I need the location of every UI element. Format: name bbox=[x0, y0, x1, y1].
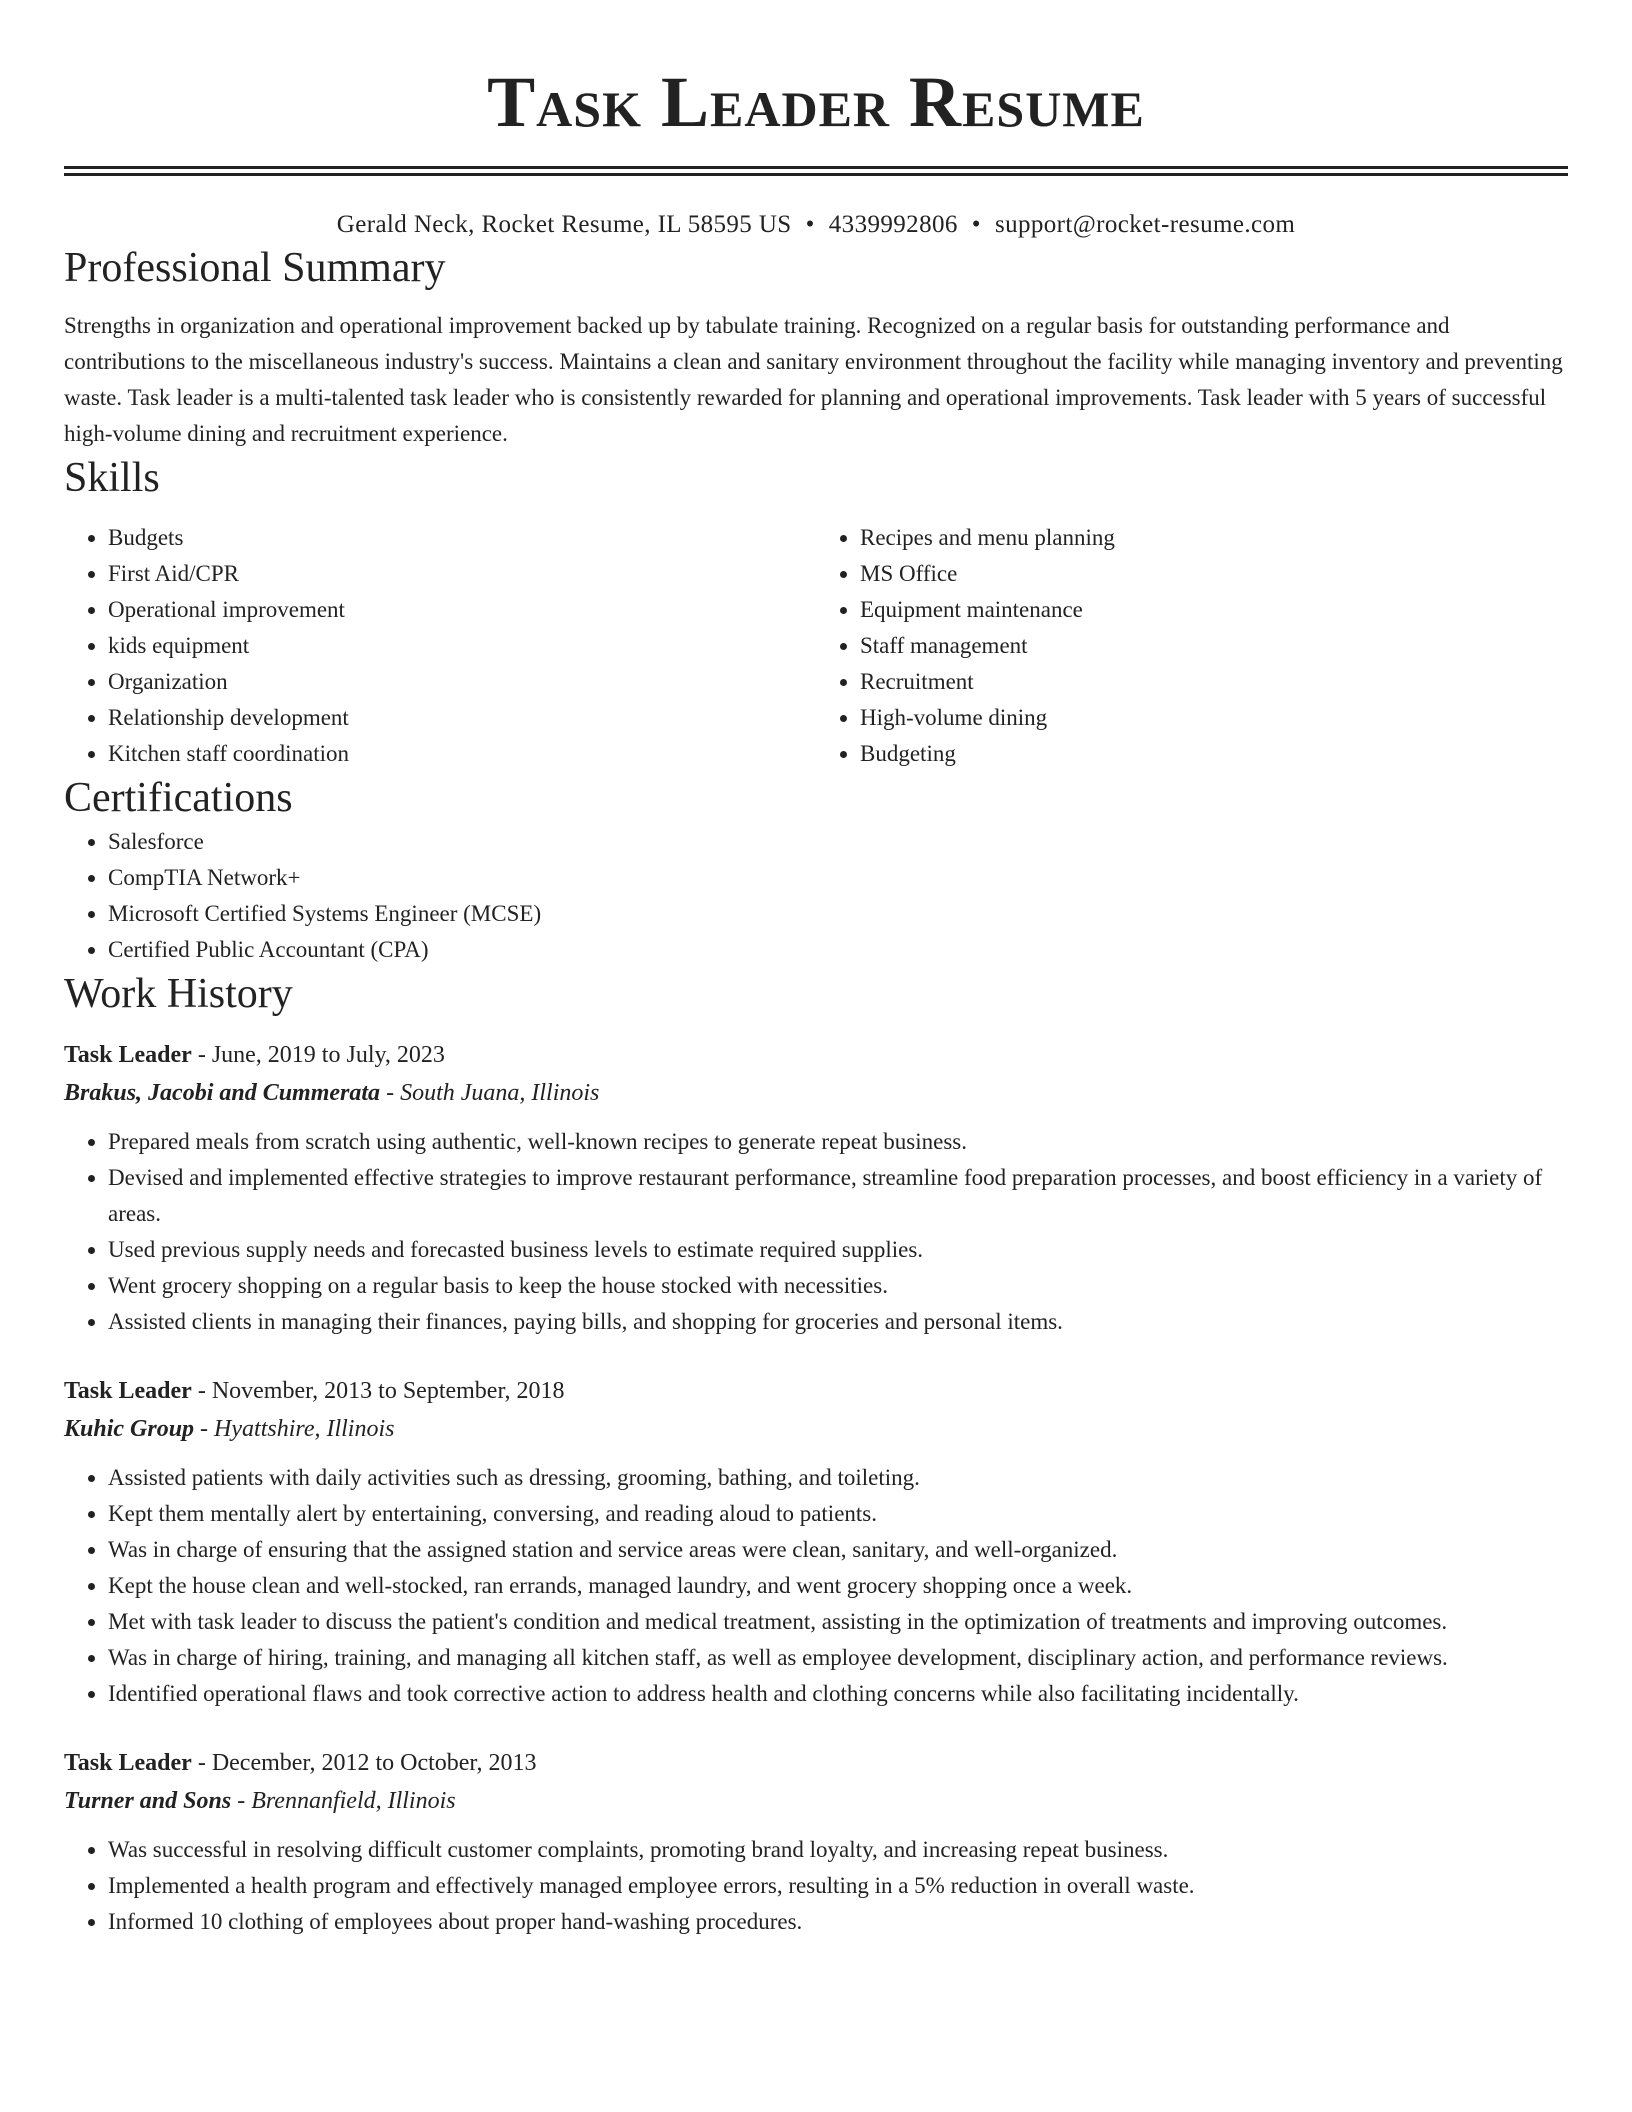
skill-item: • Operational improvement bbox=[108, 592, 816, 628]
contact-line bbox=[64, 208, 1568, 242]
certification-item: • CompTIA Network+ bbox=[108, 860, 1568, 896]
job-location: Hyattshire, Illinois bbox=[214, 1416, 395, 1442]
job-duty: • Kept them mentally alert by entertaining, conversing, and reading aloud to patients. bbox=[108, 1496, 1568, 1532]
contact-phone: 4339992806 bbox=[828, 211, 958, 238]
job-company: Turner and Sons bbox=[64, 1788, 232, 1814]
skills-list-right bbox=[816, 520, 1568, 772]
job-separator: - bbox=[380, 1080, 401, 1106]
job-duties-list bbox=[64, 1832, 1568, 1940]
job-title-line bbox=[64, 1036, 1568, 1074]
job-entry bbox=[64, 1744, 1568, 1940]
job-separator: - bbox=[194, 1416, 215, 1442]
skill-item: • Budgeting bbox=[860, 736, 1568, 772]
skills-columns bbox=[64, 520, 1568, 772]
skill-item: • Recruitment bbox=[860, 664, 1568, 700]
job-separator: - bbox=[191, 1750, 212, 1776]
job-duty: • Devised and implemented effective strategies to improve restaurant performance, streamline food preparation processes, and boost efficiency in a variety of areas. bbox=[108, 1160, 1568, 1232]
title-divider bbox=[64, 166, 1568, 176]
skill-item: • kids equipment bbox=[108, 628, 816, 664]
job-title-line bbox=[64, 1372, 1568, 1410]
skill-item: • Relationship development bbox=[108, 700, 816, 736]
job-location: South Juana, Illinois bbox=[400, 1080, 600, 1106]
job-duty: • Went grocery shopping on a regular basis to keep the house stocked with necessities. bbox=[108, 1268, 1568, 1304]
job-duty: • Informed 10 clothing of employees about proper hand-washing procedures. bbox=[108, 1904, 1568, 1940]
skill-item: • Organization bbox=[108, 664, 816, 700]
work-history-heading: Work History bbox=[64, 971, 293, 1017]
job-title-line bbox=[64, 1744, 1568, 1782]
job-dates: June, 2019 to July, 2023 bbox=[211, 1042, 445, 1068]
job-duty: • Assisted clients in managing their finances, paying bills, and shopping for groceries and personal items. bbox=[108, 1304, 1568, 1340]
skill-item: • Staff management bbox=[860, 628, 1568, 664]
contact-separator: • bbox=[971, 211, 981, 238]
certifications-heading: Certifications bbox=[64, 775, 293, 821]
job-entry bbox=[64, 1372, 1568, 1712]
job-company: Kuhic Group bbox=[64, 1416, 195, 1442]
job-company-line bbox=[64, 1782, 1568, 1820]
skills-heading: Skills bbox=[64, 455, 160, 501]
job-separator: - bbox=[231, 1788, 252, 1814]
skill-item: • Equipment maintenance bbox=[860, 592, 1568, 628]
job-duty: • Prepared meals from scratch using authentic, well-known recipes to generate repeat business. bbox=[108, 1124, 1568, 1160]
certification-item: • Microsoft Certified Systems Engineer (MCSE) bbox=[108, 896, 1568, 932]
skill-item: • MS Office bbox=[860, 556, 1568, 592]
job-entry bbox=[64, 1036, 1568, 1340]
job-duty: • Was in charge of hiring, training, and managing all kitchen staff, as well as employee development, disciplinary action, and performance reviews. bbox=[108, 1640, 1568, 1676]
skill-item: • First Aid/CPR bbox=[108, 556, 816, 592]
job-duty: • Kept the house clean and well-stocked, ran errands, managed laundry, and went grocery shopping once a week. bbox=[108, 1568, 1568, 1604]
job-company: Brakus, Jacobi and Cummerata bbox=[64, 1080, 381, 1106]
contact-separator: • bbox=[805, 211, 815, 238]
job-duty: • Implemented a health program and effectively managed employee errors, resulting in a 5% reduction in overall waste. bbox=[108, 1868, 1568, 1904]
summary-text: Strengths in organization and operational improvement backed up by tabulate training. Recognized on a regular basis for outstanding performance and contributions to the miscellaneous industry's success. Maintains a clean and sanitary environment throughout the facility while managing inventory and preventing waste. Task leader is a multi-talented task leader who is consistently rewarded for planning and operational improvements. Task leader with 5 years of successful high-volume dining and recruitment experience. bbox=[64, 313, 1563, 446]
skill-item: • High-volume dining bbox=[860, 700, 1568, 736]
job-dates: December, 2012 to October, 2013 bbox=[211, 1750, 537, 1776]
job-duties-list bbox=[64, 1124, 1568, 1340]
job-separator: - bbox=[191, 1042, 212, 1068]
job-company-line bbox=[64, 1410, 1568, 1448]
job-title: Task Leader bbox=[64, 1042, 192, 1068]
job-location: Brennanfield, Illinois bbox=[251, 1788, 456, 1814]
job-duty: • Was in charge of ensuring that the assigned station and service areas were clean, sanitary, and well-organized. bbox=[108, 1532, 1568, 1568]
job-duty: • Identified operational flaws and took corrective action to address health and clothing concerns while also facilitating incidentally. bbox=[108, 1676, 1568, 1712]
job-duty: • Met with task leader to discuss the patient's condition and medical treatment, assisting in the optimization of treatments and improving outcomes. bbox=[108, 1604, 1568, 1640]
job-separator: - bbox=[191, 1378, 212, 1404]
job-company-line bbox=[64, 1074, 1568, 1112]
certifications-list bbox=[64, 824, 1568, 968]
job-duty: • Was successful in resolving difficult customer complaints, promoting brand loyalty, and increasing repeat business. bbox=[108, 1832, 1568, 1868]
job-dates: November, 2013 to September, 2018 bbox=[211, 1378, 565, 1404]
job-duty: • Assisted patients with daily activities such as dressing, grooming, bathing, and toileting. bbox=[108, 1460, 1568, 1496]
job-duty: • Used previous supply needs and forecasted business levels to estimate required supplies. bbox=[108, 1232, 1568, 1268]
summary-heading: Professional Summary bbox=[64, 245, 446, 291]
certification-item: • Salesforce bbox=[108, 824, 1568, 860]
job-title: Task Leader bbox=[64, 1750, 192, 1776]
page-title: Task Leader Resume bbox=[487, 62, 1145, 142]
skill-item: • Budgets bbox=[108, 520, 816, 556]
job-title: Task Leader bbox=[64, 1378, 192, 1404]
skill-item: • Recipes and menu planning bbox=[860, 520, 1568, 556]
skills-list-left bbox=[64, 520, 816, 772]
certification-item: • Certified Public Accountant (CPA) bbox=[108, 932, 1568, 968]
contact-address: Gerald Neck, Rocket Resume, IL 58595 US bbox=[336, 211, 792, 238]
skill-item: • Kitchen staff coordination bbox=[108, 736, 816, 772]
job-duties-list bbox=[64, 1460, 1568, 1712]
contact-email: support@rocket-resume.com bbox=[994, 211, 1296, 238]
